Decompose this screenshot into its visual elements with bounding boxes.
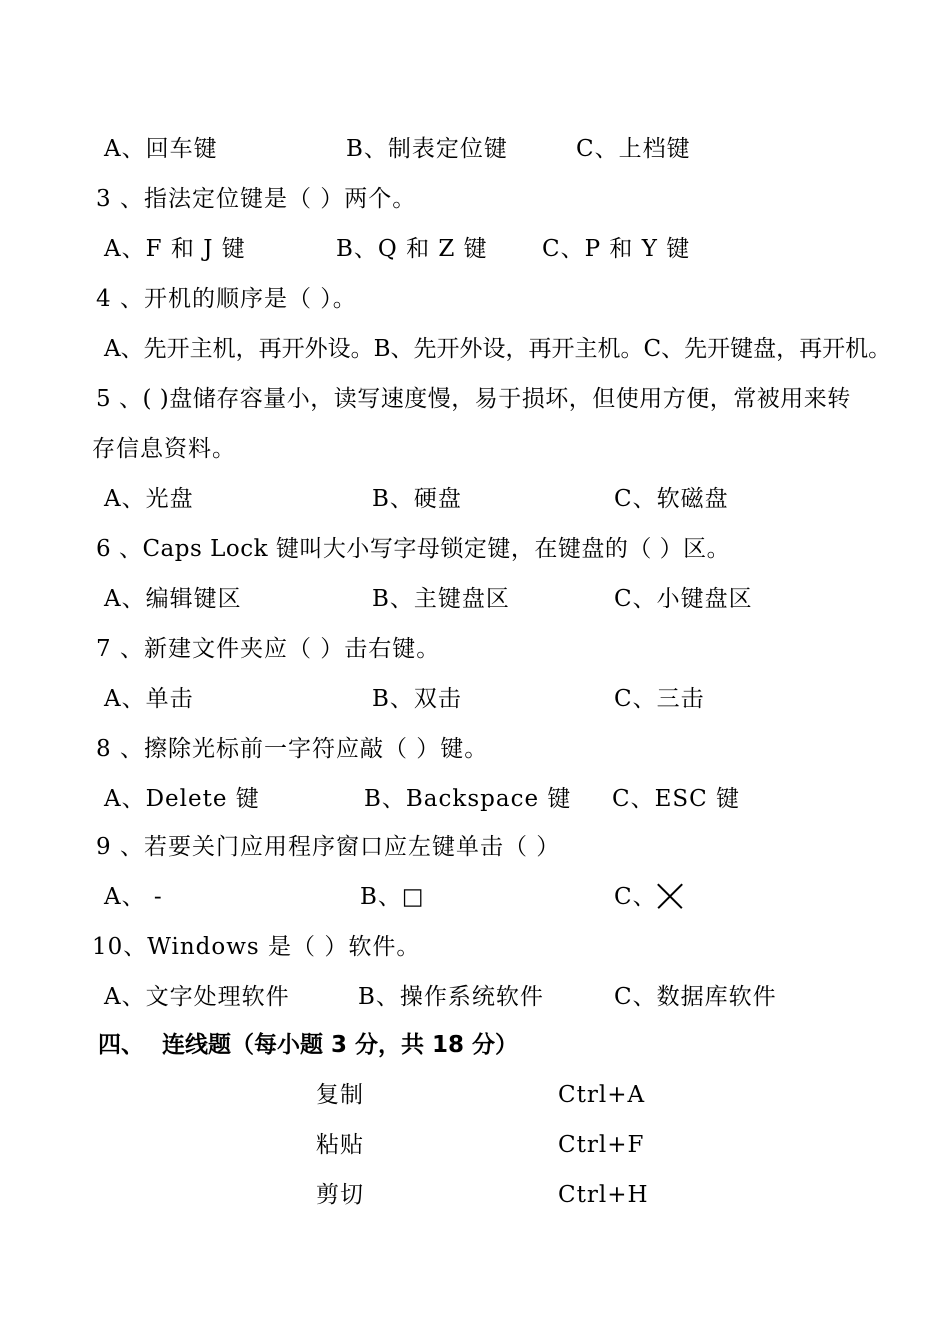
option-c: C、三击 bbox=[614, 686, 705, 712]
question-text: 5 、( )盘储存容量小，读写速度慢，易于损坏，但使用方便，常被用来转 bbox=[96, 386, 851, 412]
option-b: B、双击 bbox=[372, 686, 462, 712]
q10-options bbox=[0, 972, 950, 1022]
match-shortcut: Ctrl+H bbox=[558, 1182, 649, 1208]
q5-options bbox=[0, 474, 950, 524]
question-text: 4 、开机的顺序是（ ）。 bbox=[96, 286, 357, 312]
q9-options bbox=[0, 872, 950, 922]
question-7 bbox=[0, 624, 950, 674]
q6-options bbox=[0, 574, 950, 624]
option-b: B、操作系统软件 bbox=[358, 984, 544, 1010]
option-b: B、主键盘区 bbox=[372, 586, 510, 612]
options-inline: A、先开主机，再开外设。B、先开外设，再开主机。C、先开键盘，再开机。 bbox=[104, 336, 892, 362]
question-9 bbox=[0, 822, 950, 872]
q7-options bbox=[0, 674, 950, 724]
option-a: A、单击 bbox=[104, 686, 194, 712]
match-shortcut: Ctrl+F bbox=[558, 1132, 645, 1158]
option-b: B、Q 和 Z 键 bbox=[336, 236, 488, 262]
section-heading bbox=[0, 1020, 950, 1070]
option-a: A、Delete 键 bbox=[104, 786, 260, 812]
option-c: C、ESC 键 bbox=[612, 786, 741, 812]
option-c-label: C、 bbox=[614, 884, 657, 910]
question-text: 10、Windows 是（ ）软件。 bbox=[92, 934, 421, 960]
question-6 bbox=[0, 524, 950, 574]
section-number: 四、 bbox=[98, 1032, 144, 1058]
option-a: A、文字处理软件 bbox=[104, 984, 290, 1010]
option-b-maximize: B、□ bbox=[360, 884, 425, 910]
q4-options bbox=[0, 324, 950, 374]
question-text: 6 、Caps Lock 键叫大小写字母锁定键，在键盘的（ ）区。 bbox=[96, 536, 731, 562]
option-a: A、F 和 J 键 bbox=[104, 236, 246, 262]
option-b: B、硬盘 bbox=[372, 486, 462, 512]
match-term: 复制 bbox=[316, 1082, 364, 1108]
match-term: 剪切 bbox=[316, 1182, 364, 1208]
question-text: 8 、擦除光标前一字符应敲（ ）键。 bbox=[96, 736, 489, 762]
match-shortcut: Ctrl+A bbox=[558, 1082, 646, 1108]
option-c: C、数据库软件 bbox=[614, 984, 777, 1010]
q8-options bbox=[0, 774, 950, 824]
question-text: 7 、新建文件夹应（ ）击右键。 bbox=[96, 636, 441, 662]
option-a: A、光盘 bbox=[104, 486, 194, 512]
question-8 bbox=[0, 724, 950, 774]
q2-options bbox=[0, 124, 950, 174]
option-c-close bbox=[614, 872, 683, 922]
question-text: 3 、指法定位键是（ ）两个。 bbox=[96, 186, 417, 212]
match-row bbox=[0, 1120, 950, 1170]
option-c: C、上档键 bbox=[576, 136, 691, 162]
question-text-cont: 存信息资料。 bbox=[92, 436, 236, 462]
option-b: B、Backspace 键 bbox=[364, 786, 572, 812]
option-c: C、P 和 Y 键 bbox=[542, 236, 691, 262]
question-5-cont bbox=[0, 424, 950, 474]
close-icon bbox=[657, 883, 683, 909]
match-row bbox=[0, 1070, 950, 1120]
match-row bbox=[0, 1170, 950, 1220]
option-a: A、编辑键区 bbox=[104, 586, 242, 612]
section-title: 连线题（每小题 3 分，共 18 分） bbox=[162, 1032, 519, 1058]
match-term: 粘贴 bbox=[316, 1132, 364, 1158]
question-text: 9 、若要关门应用程序窗口应左键单击（ ） bbox=[96, 834, 561, 860]
option-c: C、软磁盘 bbox=[614, 486, 729, 512]
option-b: B、制表定位键 bbox=[346, 136, 508, 162]
option-a-minimize: A、 - bbox=[104, 884, 163, 910]
question-5 bbox=[0, 374, 950, 424]
option-a: A、回车键 bbox=[104, 136, 218, 162]
option-c: C、小键盘区 bbox=[614, 586, 753, 612]
question-10 bbox=[0, 922, 950, 972]
question-4 bbox=[0, 274, 950, 324]
q3-options bbox=[0, 224, 950, 274]
question-3 bbox=[0, 174, 950, 224]
